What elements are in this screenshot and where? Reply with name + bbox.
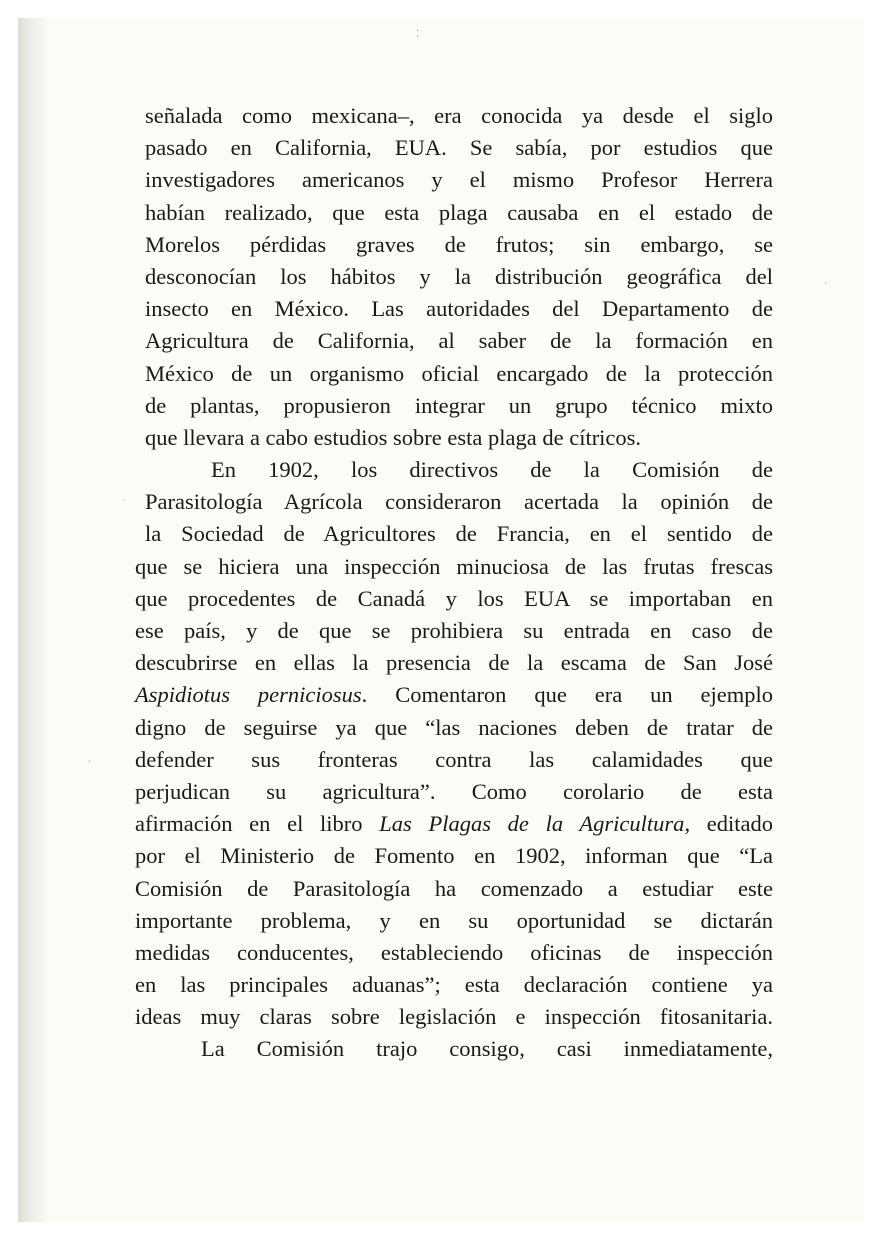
text-line: Morelos pérdidas graves de frutos; sin embargo, se xyxy=(145,231,773,257)
paragraph-3 xyxy=(145,1033,773,1065)
scan-speck: · xyxy=(88,757,92,768)
text-line: México de un organismo oficial encargado de la protección xyxy=(145,360,773,386)
species-name-italic: Aspidiotus perniciosus xyxy=(135,682,362,708)
paragraph-2 xyxy=(135,454,773,1033)
text-line-indented: La Comisión trajo consigo, casi inmediatamente, xyxy=(201,1036,773,1062)
text-line: defender sus fronteras contra las calamidades que xyxy=(135,746,773,772)
text-line: medidas conducentes, estableciendo oficinas de inspección xyxy=(135,939,773,965)
text-fragment: . Comentaron que era un ejemplo xyxy=(361,682,773,708)
text-line: en las principales aduanas”; esta declaración contiene ya xyxy=(135,972,773,998)
text-line: por el Ministerio de Fomento en 1902, informan que “La xyxy=(135,843,773,869)
text-line: la Sociedad de Agricultores de Francia, en el sentido de xyxy=(145,521,773,547)
text-line: habían realizado, que esta plaga causaba en el estado de xyxy=(145,199,773,225)
text-line: que se hiciera una inspección minuciosa de las frutas frescas xyxy=(135,553,773,579)
text-line: descubrirse en ellas la presencia de la escama de San José xyxy=(135,650,773,676)
text-line: que llevara a cabo estudios sobre esta plaga de cítricos. xyxy=(145,424,642,450)
text-line-with-species xyxy=(135,679,773,711)
text-line: ese país, y de que se prohibiera su entrada en caso de xyxy=(135,618,773,643)
text-line: desconocían los hábitos y la distribución geográfica del xyxy=(145,263,773,289)
scanned-page xyxy=(18,18,864,1222)
text-line: perjudican su agricultura”. Como corolario de esta xyxy=(135,778,773,804)
text-fragment: afirmación en el libro xyxy=(135,811,380,837)
text-line: importante problema, y en su oportunidad se dictarán xyxy=(135,907,773,933)
scan-speck: · xyxy=(824,279,828,290)
text-line: Parasitología Agrícola consideraron acertada la opinión de xyxy=(145,489,773,515)
paragraph-1 xyxy=(145,100,773,454)
text-line-with-book-title xyxy=(135,808,773,840)
text-line: de plantas, propusieron integrar un grupo técnico mixto xyxy=(145,392,773,418)
text-line: señalada como mexicana–, era conocida ya desde el siglo xyxy=(145,103,773,128)
text-line: insecto en México. Las autoridades del Departamento de xyxy=(145,296,773,322)
text-line-indented: En 1902, los directivos de la Comisión de xyxy=(211,457,773,483)
scan-speck: ⁚ xyxy=(416,29,420,40)
text-line: Agricultura de California, al saber de la formación en xyxy=(145,328,773,354)
text-line: ideas muy claras sobre legislación e inspección fitosanitaria. xyxy=(135,1004,773,1030)
text-fragment: , editado xyxy=(684,811,773,837)
page-gutter-shadow xyxy=(18,18,46,1222)
text-line: investigadores americanos y el mismo Profesor Herrera xyxy=(145,167,773,193)
body-text xyxy=(135,100,773,1066)
text-line: Comisión de Parasitología ha comenzado a estudiar este xyxy=(135,875,773,901)
text-line: pasado en California, EUA. Se sabía, por estudios que xyxy=(145,135,773,161)
text-line: que procedentes de Canadá y los EUA se importaban en xyxy=(135,585,773,611)
text-line: digno de seguirse ya que “las naciones deben de tratar de xyxy=(135,714,773,740)
book-title-italic: Las Plagas de la Agricultura xyxy=(379,811,685,837)
scan-speck: ´ xyxy=(122,499,126,510)
